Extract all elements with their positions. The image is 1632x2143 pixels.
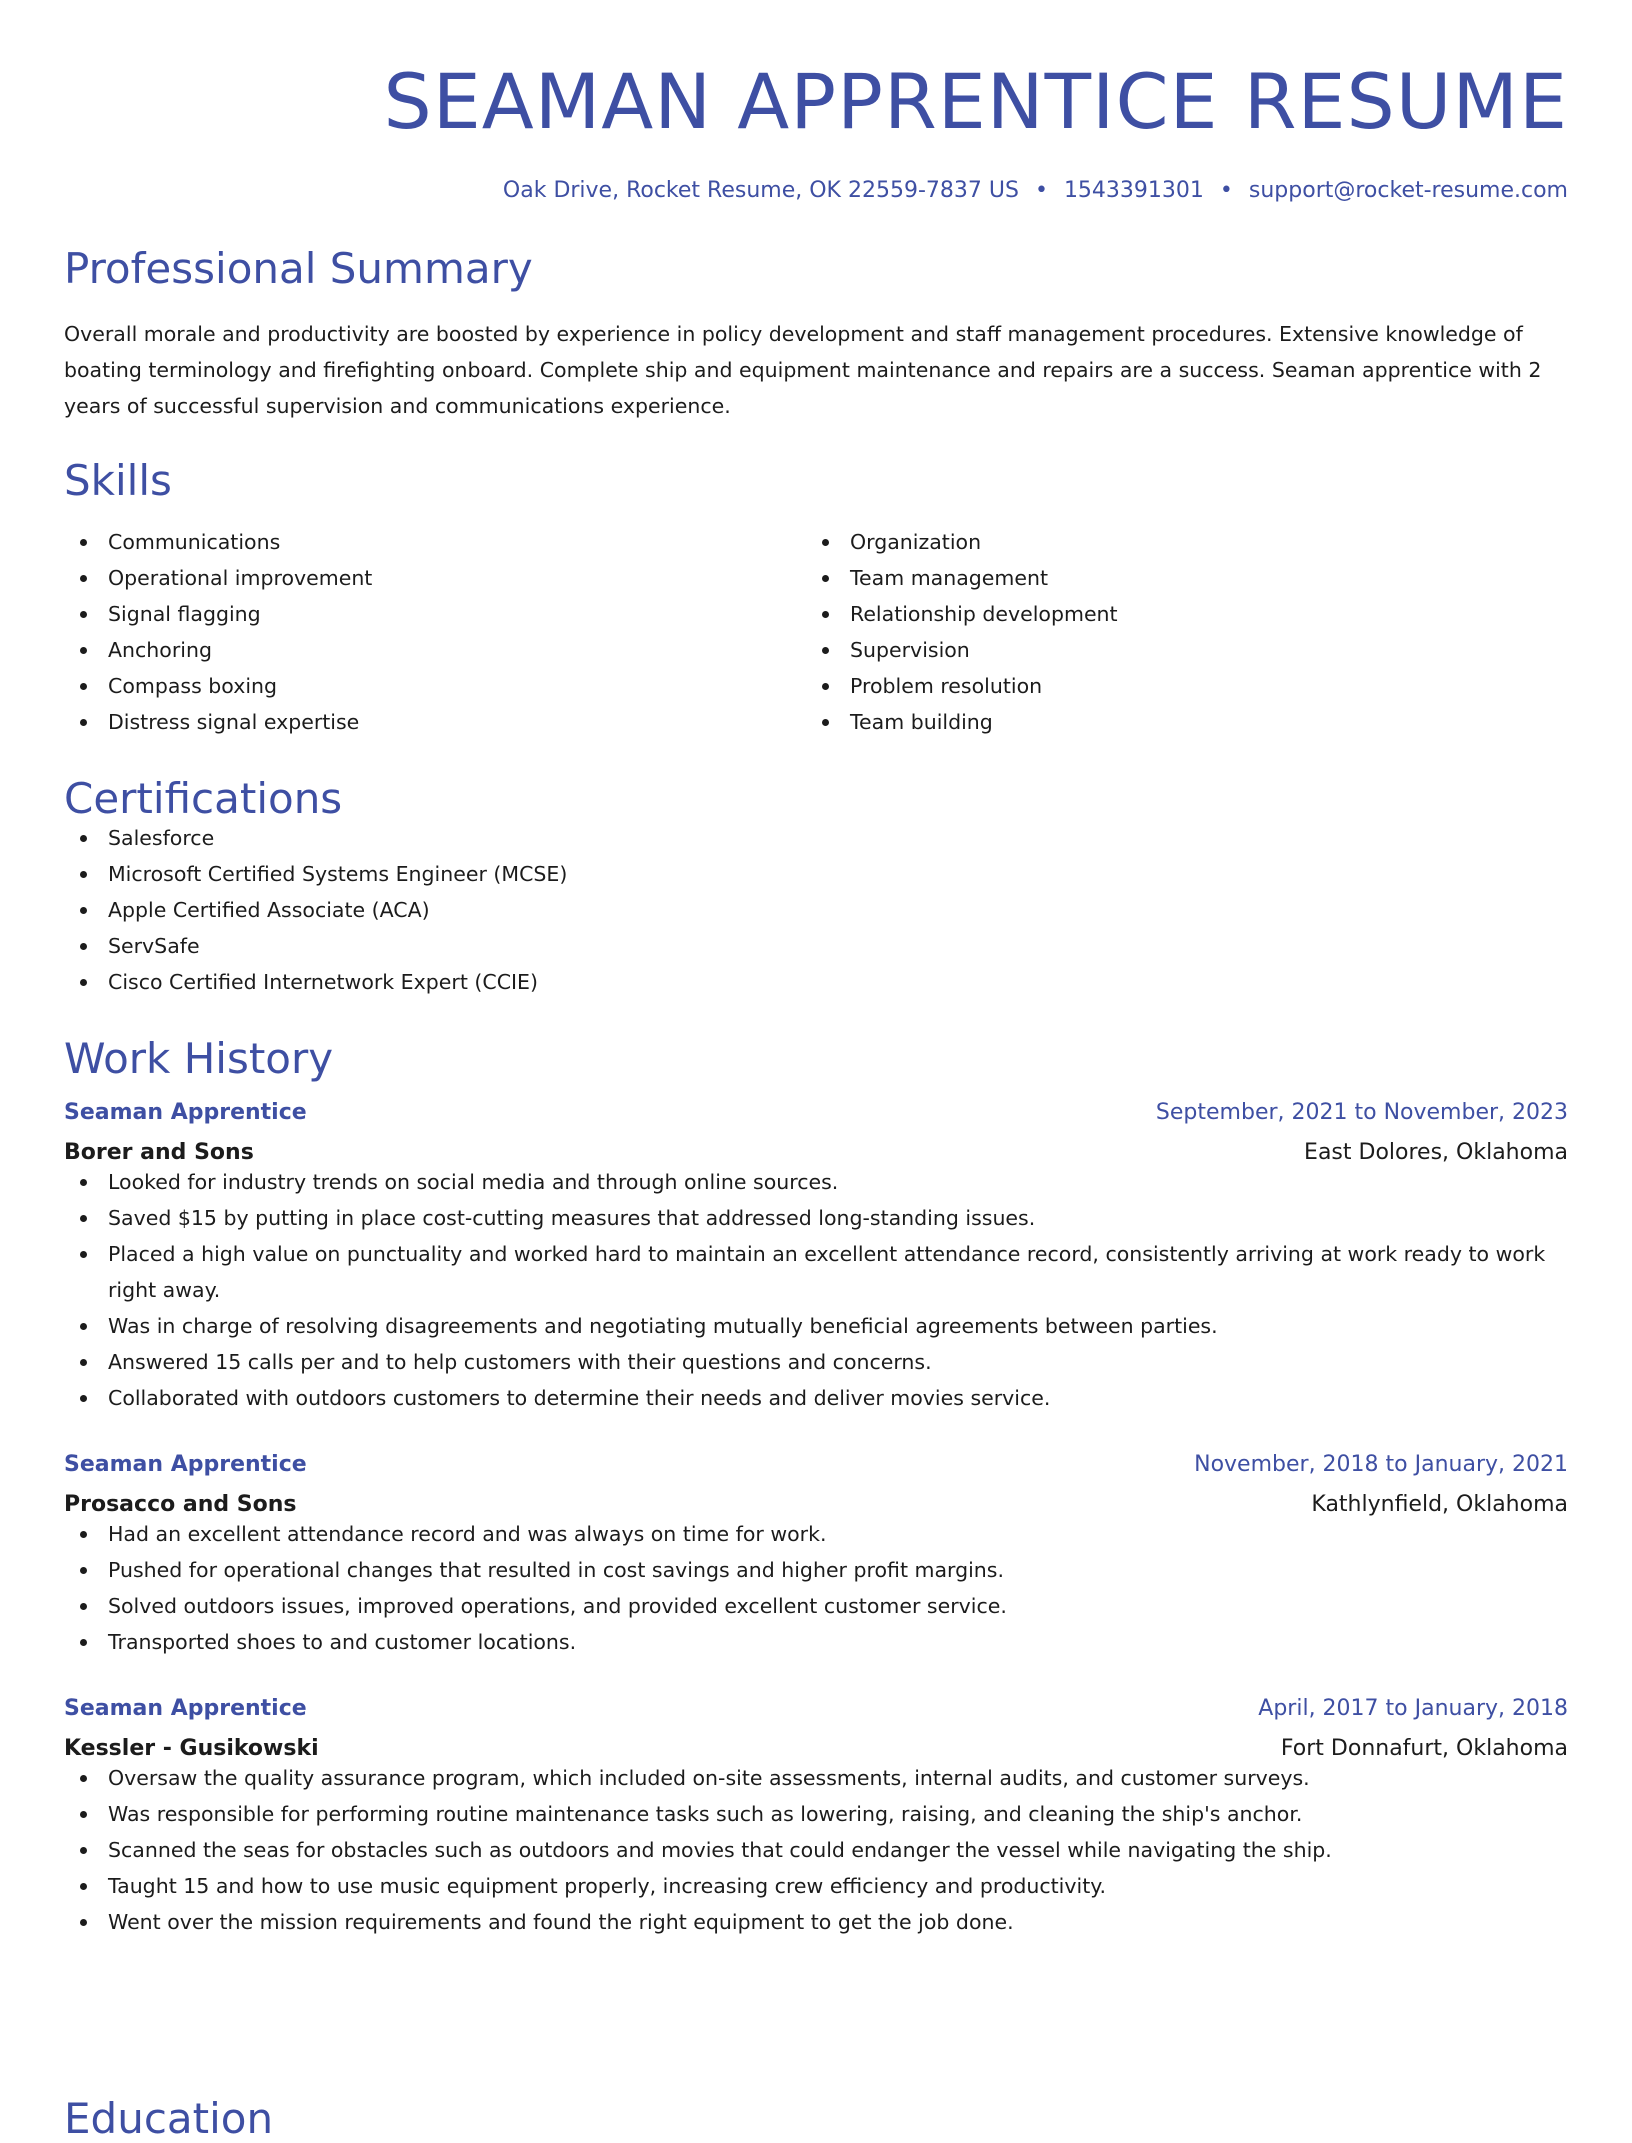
resume-title: SEAMAN APPRENTICE RESUME — [383, 57, 1568, 146]
job-role: Seaman Apprentice — [64, 1452, 307, 1477]
contact-separator: • — [1034, 178, 1048, 203]
job-bullet: Went over the mission requirements and found the right equipment to get the job done. — [64, 1904, 1568, 1940]
job-bullet: Looked for industry trends on social media and through online sources. — [64, 1164, 1568, 1200]
skill-item: Team building — [806, 704, 1548, 740]
resume-page — [64, 0, 1568, 2143]
job-bullets — [64, 1516, 1568, 1660]
job-location: East Dolores, Oklahoma — [1304, 1140, 1568, 1165]
job-header-row — [64, 1698, 1568, 1720]
job-bullet: Placed a high value on punctuality and worked hard to maintain an excellent attendance record, consistently arriving at work ready to work right away. — [64, 1236, 1568, 1308]
job-dates: April, 2017 to January, 2018 — [1258, 1696, 1568, 1721]
summary-text: Overall morale and productivity are boosted by experience in policy development and staff management procedures. Extensive knowledge of boating terminology and firefighting onboard. Complete ship and equipment maintenance and repairs are a success. Seaman apprentice with 2 years of successful supervision and communications experience. — [64, 322, 1542, 418]
skill-item: Communications — [64, 524, 806, 560]
contact-separator: • — [1219, 178, 1233, 203]
certification-item: ServSafe — [64, 928, 1568, 964]
job-bullet: Was responsible for performing routine maintenance tasks such as lowering, raising, and cleaning the ship's anchor. — [64, 1796, 1568, 1832]
certification-item: Salesforce — [64, 820, 1568, 856]
job-company: Prosacco and Sons — [64, 1492, 297, 1517]
job-bullet: Was in charge of resolving disagreements and negotiating mutually beneficial agreements between parties. — [64, 1308, 1568, 1344]
job-bullet: Scanned the seas for obstacles such as outdoors and movies that could endanger the vessel while navigating the ship. — [64, 1832, 1568, 1868]
certifications-list — [64, 820, 1568, 1000]
job-bullet: Transported shoes to and customer locations. — [64, 1624, 1568, 1660]
certification-item: Microsoft Certified Systems Engineer (MCSE) — [64, 856, 1568, 892]
skills-heading: Skills — [64, 456, 172, 505]
job-bullet: Solved outdoors issues, improved operations, and provided excellent customer service. — [64, 1588, 1568, 1624]
skill-item: Distress signal expertise — [64, 704, 806, 740]
job-entry — [64, 1698, 1568, 1940]
job-company-row — [64, 1494, 1568, 1516]
skill-item: Operational improvement — [64, 560, 806, 596]
job-role: Seaman Apprentice — [64, 1100, 307, 1125]
summary-heading: Professional Summary — [64, 244, 533, 293]
job-company: Kessler - Gusikowski — [64, 1736, 319, 1761]
job-entry — [64, 1454, 1568, 1660]
job-bullet: Oversaw the quality assurance program, which included on-site assessments, internal audits, and customer surveys. — [64, 1760, 1568, 1796]
job-role: Seaman Apprentice — [64, 1696, 307, 1721]
job-entry — [64, 1102, 1568, 1416]
skill-item: Signal flagging — [64, 596, 806, 632]
contact-phone: 1543391301 — [1063, 178, 1204, 203]
job-bullets — [64, 1164, 1568, 1416]
resume-header — [64, 57, 1568, 203]
job-bullet: Taught 15 and how to use music equipment properly, increasing crew efficiency and productivity. — [64, 1868, 1568, 1904]
skill-item: Anchoring — [64, 632, 806, 668]
job-company-row — [64, 1142, 1568, 1164]
skill-item: Team management — [806, 560, 1548, 596]
job-bullet: Saved $15 by putting in place cost-cutting measures that addressed long-standing issues. — [64, 1200, 1568, 1236]
skill-item: Relationship development — [806, 596, 1548, 632]
skill-item: Problem resolution — [806, 668, 1548, 704]
job-bullet: Answered 15 calls per and to help customers with their questions and concerns. — [64, 1344, 1568, 1380]
contact-address: Oak Drive, Rocket Resume, OK 22559-7837 US — [502, 178, 1019, 203]
skills-list-right — [806, 524, 1548, 740]
certification-item: Cisco Certified Internetwork Expert (CCIE) — [64, 964, 1568, 1000]
skills-list-left — [64, 524, 806, 740]
skill-item: Organization — [806, 524, 1548, 560]
job-bullet: Had an excellent attendance record and was always on time for work. — [64, 1516, 1568, 1552]
job-company-row — [64, 1738, 1568, 1760]
certification-item: Apple Certified Associate (ACA) — [64, 892, 1568, 928]
job-dates: November, 2018 to January, 2021 — [1194, 1452, 1568, 1477]
job-bullet: Pushed for operational changes that resulted in cost savings and higher profit margins. — [64, 1552, 1568, 1588]
job-company: Borer and Sons — [64, 1140, 254, 1165]
job-location: Fort Donnafurt, Oklahoma — [1280, 1736, 1568, 1761]
education-heading: Education — [64, 2094, 274, 2143]
job-dates: September, 2021 to November, 2023 — [1155, 1100, 1568, 1125]
job-bullet: Collaborated with outdoors customers to determine their needs and deliver movies service. — [64, 1380, 1568, 1416]
skill-item: Supervision — [806, 632, 1548, 668]
certifications-heading: Certifications — [64, 774, 343, 823]
work-history-heading: Work History — [64, 1034, 334, 1083]
job-bullets — [64, 1760, 1568, 1940]
skill-item: Compass boxing — [64, 668, 806, 704]
skills-grid — [64, 524, 1568, 740]
contact-email[interactable]: support@rocket-resume.com — [1248, 178, 1568, 203]
contact-line — [64, 180, 1568, 202]
job-location: Kathlynfield, Oklahoma — [1311, 1492, 1568, 1517]
job-header-row — [64, 1454, 1568, 1476]
job-header-row — [64, 1102, 1568, 1124]
